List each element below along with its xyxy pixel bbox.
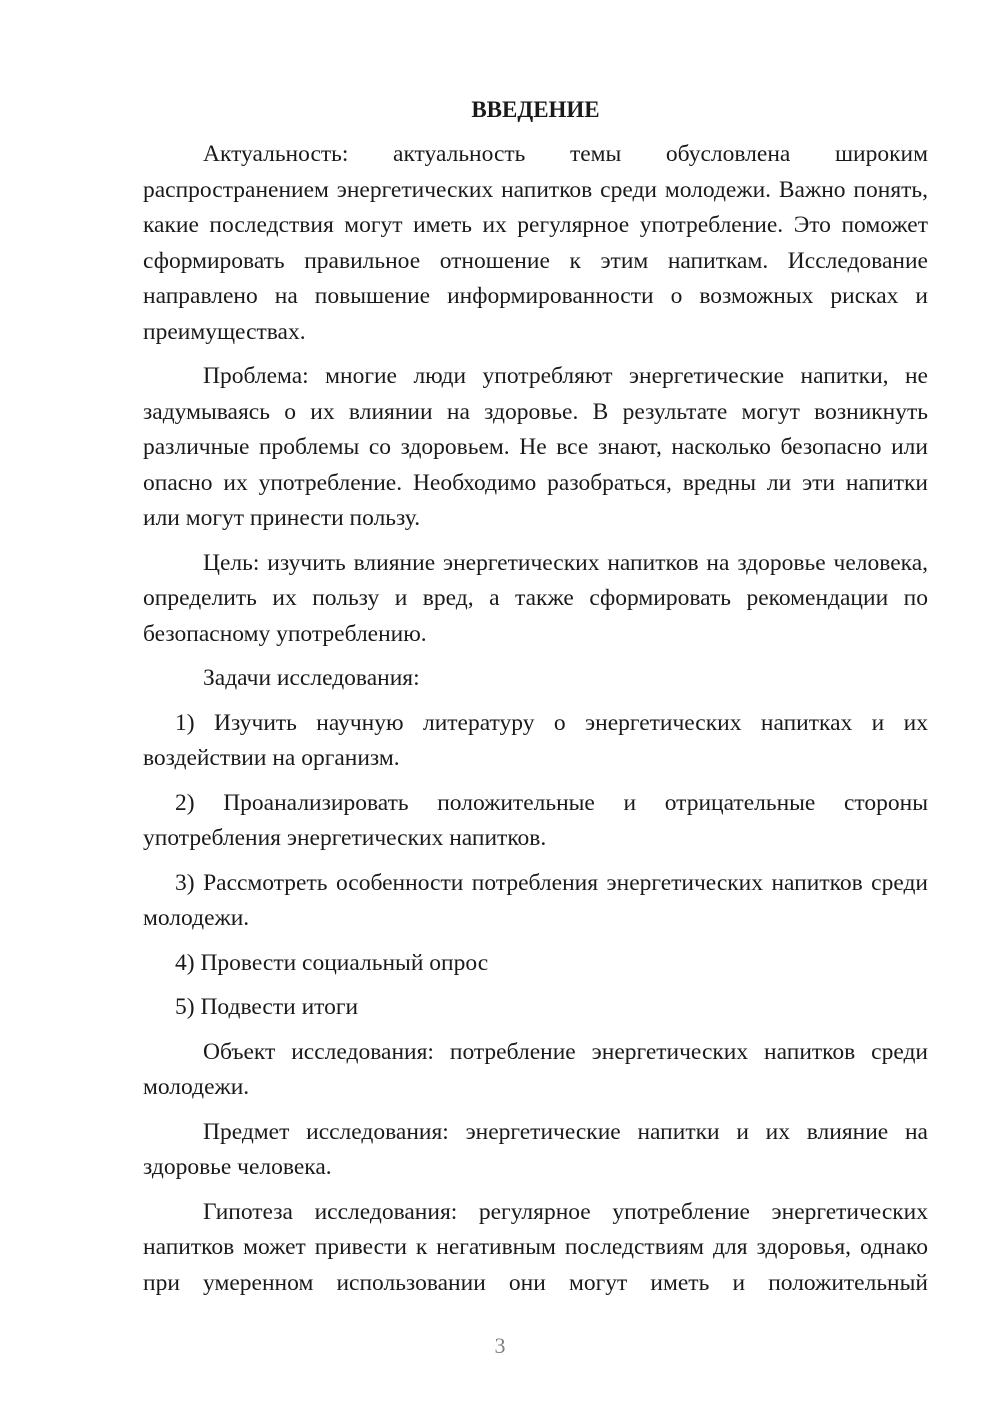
task-item-4: 4) Провести социальный опрос xyxy=(175,949,489,976)
relevance-paragraph: Актуальность: актуальность темы обусловлена широким распространением энергетических напитков среди молодежи. Важно понять, какие последствия могут иметь их регулярное употребление. Это поможет сформировать правильное отношение к этим напиткам. Исследование направлено на повышение информированности о возможных рисках и преимуществах. xyxy=(143,141,928,345)
page-body xyxy=(143,92,928,1310)
task-item-3: 3) Рассмотреть особенности потребления энергетических напитков среди молодежи. xyxy=(143,869,928,931)
task-item-2: 2) Проанализировать положительные и отрицательные стороны употребления энергетических напитков. xyxy=(143,789,928,851)
page-number: 3 xyxy=(494,1333,506,1358)
object-paragraph: Объект исследования: потребление энергетических напитков среди молодежи. xyxy=(143,1038,928,1100)
page-title: ВВЕДЕНИЕ xyxy=(471,97,600,122)
hypothesis-paragraph: Гипотеза исследования: регулярное употребление энергетических напитков может привести к негативным последствиям для здоровья, однако при умеренном использовании они могут иметь и положительный xyxy=(143,1198,928,1296)
task-item-5: 5) Подвести итоги xyxy=(175,994,359,1020)
task-item-1: 1) Изучить научную литературу о энергетических напитках и их воздействии на организм. xyxy=(143,709,928,771)
tasks-heading: Задачи исследования: xyxy=(203,665,420,691)
problem-paragraph: Проблема: многие люди употребляют энергетические напитки, не задумываясь о их влиянии на здоровье. В результате могут возникнуть различные проблемы со здоровьем. Не все знают, насколько безопасно или опасно их употребление. Необходимо разобраться, вредны ли эти напитки или могут принести пользу. xyxy=(143,363,928,531)
subject-paragraph: Предмет исследования: энергетические напитки и их влияние на здоровье человека. xyxy=(143,1118,928,1180)
goal-paragraph: Цель: изучить влияние энергетических напитков на здоровье человека, определить их пользу и вред, а также сформировать рекомендации по безопасному употреблению. xyxy=(143,549,928,647)
